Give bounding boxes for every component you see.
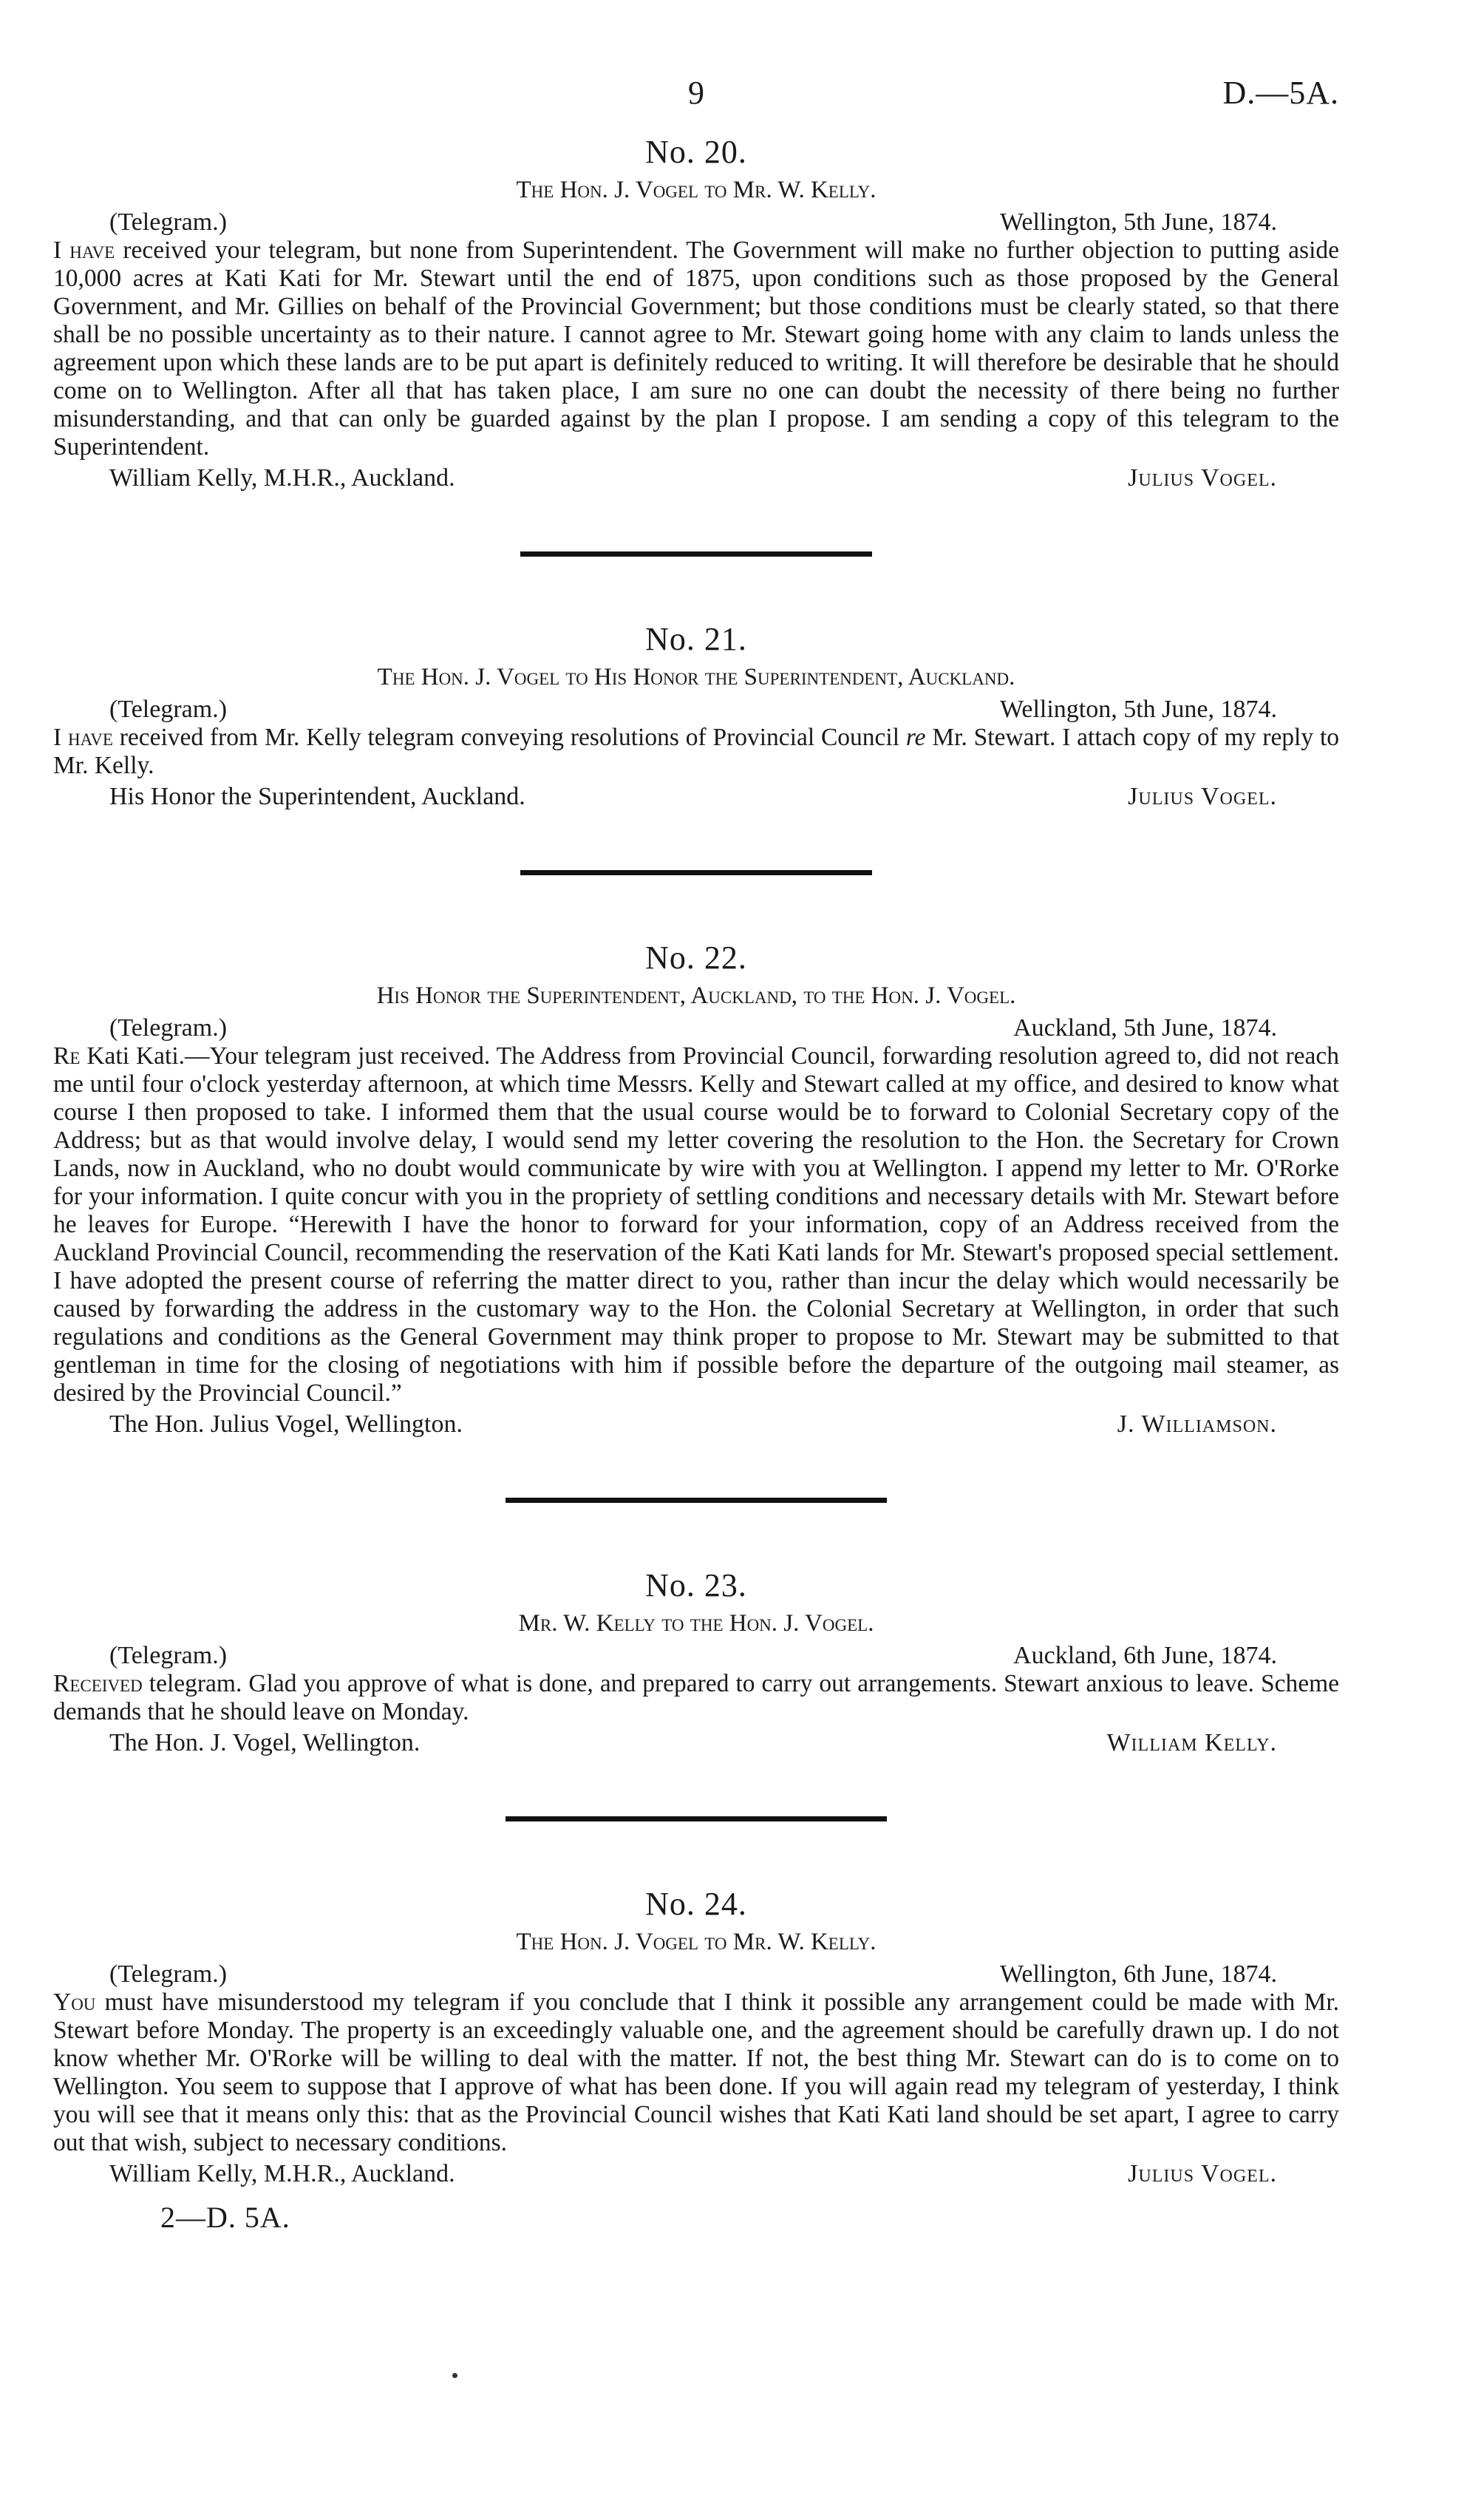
entry-number: No. 20. — [645, 134, 747, 170]
dateline: Wellington, 5th June, 1874. — [999, 208, 1277, 236]
dateline: Wellington, 6th June, 1874. — [999, 1960, 1277, 1988]
telegram-entry-20 — [53, 133, 1339, 495]
sign-line — [53, 464, 1339, 495]
entry-body — [53, 1042, 1339, 1407]
section-divider — [520, 870, 872, 875]
document-page — [53, 59, 1339, 2235]
entry-meta — [53, 208, 1339, 237]
entry-number: No. 24. — [645, 1886, 747, 1922]
sign-line — [53, 783, 1339, 814]
entry-heading: Mr. W. Kelly to the Hon. J. Vogel. — [518, 1610, 874, 1637]
page-number: 9 — [688, 75, 704, 111]
lead-word: You — [53, 1989, 96, 2016]
body-text: must have misunderstood my telegram if you conclude that I think it possible any arrangement could be made with Mr. Stewart before Monday. The property is an exceedingly valuable one, and the agreement should be carefully drawn up. I do not know whether Mr. O'Rorke will be willing to deal with the matter. If not, the best thing Mr. Stewart can do is to come on to Wellington. You seem to suppose that I approve of what has been done. If you will again read my telegram of yesterday, I think you will see that it means only this: that as the Provincial Council wishes that Kati Kati land should be set apart, I agree to carry out that wish, subject to necessary conditions. — [53, 1989, 1339, 2156]
signature: William Kelly. — [1106, 1729, 1277, 1756]
entry-number: No. 23. — [645, 1567, 747, 1603]
signature: Julius Vogel. — [1128, 464, 1277, 492]
sign-line — [53, 1729, 1339, 1760]
document-reference: D.—5A. — [1222, 75, 1339, 111]
dateline: Auckland, 5th June, 1874. — [1013, 1014, 1277, 1042]
addressee: William Kelly, M.H.R., Auckland. — [109, 2160, 455, 2187]
entry-heading: The Hon. J. Vogel to Mr. W. Kelly. — [516, 177, 877, 203]
body-text: telegram. Glad you approve of what is done, and prepared to carry out arrangements. Stewart anxious to leave. Scheme demands that he should leave on Monday. — [53, 1670, 1339, 1725]
printer-dot-mark — [452, 2373, 457, 2378]
telegram-entry-21 — [53, 620, 1339, 814]
telegram-label: (Telegram.) — [109, 1014, 228, 1042]
section-divider — [506, 1816, 887, 1821]
dateline: Wellington, 5th June, 1874. — [999, 696, 1277, 723]
telegram-label: (Telegram.) — [109, 1642, 228, 1669]
lead-word: Received — [53, 1670, 143, 1697]
telegram-label: (Telegram.) — [109, 1960, 228, 1988]
entry-body — [53, 237, 1339, 461]
body-text-italic: re — [905, 724, 926, 751]
body-text-part-b: Mr. Stewart. I attach copy of my reply to Mr. Kelly. — [53, 724, 1339, 779]
sheet-signature-mark: 2—D. 5A. — [160, 2201, 290, 2234]
dateline: Auckland, 6th June, 1874. — [1013, 1642, 1277, 1669]
section-divider — [520, 551, 872, 557]
entry-body — [53, 1670, 1339, 1726]
addressee: His Honor the Superintendent, Auckland. — [109, 783, 525, 810]
entry-meta — [53, 1014, 1339, 1042]
entry-meta — [53, 1642, 1339, 1670]
signature: J. Williamson. — [1117, 1410, 1277, 1438]
entry-body — [53, 1989, 1339, 2157]
lead-word: I have — [53, 237, 115, 264]
entry-number: No. 21. — [645, 621, 747, 657]
entry-number: No. 22. — [645, 940, 747, 976]
sign-line — [53, 1410, 1339, 1442]
body-text: Kati Kati.—Your telegram just received. The Address from Provincial Council, forwarding resolution agreed to, did not reach me until four o'clock yesterday afternoon, at which time Messrs. Kelly and Stewart called at my office, and desired to know what course I then proposed to take. I informed them that the usual course would be to forward to Colonial Secretary copy of the Address; but as that would involve delay, I would send my letter covering the resolution to the Hon. the Secretary for Crown Lands, now in Auckland, who no doubt would communicate by wire with you at Wellington. I append my letter to Mr. O'Rorke for your information. I quite concur with you in the propriety of settling conditions and necessary details with Mr. Stewart before he leaves for Europe. “Herewith I have the honor to forward for your information, copy of an Address received from the Auckland Provincial Council, recommending the reservation of the Kati Kati lands for Mr. Stewart's proposed special settlement. I have adopted the present course of referring the matter direct to you, rather than incur the delay which would necessarily be caused by forwarding the address in the customary way to the Hon. the Colonial Secretary at Wellington, in order that such regulations and conditions as the General Government may think proper to propose to Mr. Stewart may be submitted to that gentleman in time for the closing of negotiations with him if possible before the departure of the outgoing mail steamer, as desired by the Provincial Council.” — [53, 1042, 1339, 1407]
telegram-entry-23 — [53, 1566, 1339, 1760]
entry-heading: His Honor the Superintendent, Auckland, to the Hon. J. Vogel. — [376, 982, 1016, 1009]
body-text-part-a: received from Mr. Kelly telegram conveying resolutions of Provincial Council — [112, 724, 906, 751]
entry-heading: The Hon. J. Vogel to Mr. W. Kelly. — [516, 1929, 877, 1955]
entry-body — [53, 724, 1339, 780]
addressee: The Hon. Julius Vogel, Wellington. — [109, 1410, 463, 1438]
running-head — [53, 59, 1339, 118]
telegram-label: (Telegram.) — [109, 208, 228, 236]
telegram-entry-24 — [53, 1885, 1339, 2191]
lead-word: Re — [53, 1042, 81, 1070]
body-text: received your telegram, but none from Superintendent. The Government will make no further objection to putting aside 10,000 acres at Kati Kati for Mr. Stewart until the end of 1875, upon conditions such as those proposed by the General Government, and Mr. Gillies on behalf of the Provincial Government; but those conditions must be clearly stated, so that there shall be no possible uncertainty as to their nature. I cannot agree to Mr. Stewart going home with any claim to lands unless the agreement upon which these lands are to be put apart is definitely reduced to writing. It will therefore be desirable that he should come on to Wellington. After all that has taken place, I am sure no one can doubt the necessity of there being no further misunderstanding, and that can only be guarded against by the plan I propose. I am sending a copy of this telegram to the Superintendent. — [53, 237, 1339, 461]
addressee: William Kelly, M.H.R., Auckland. — [109, 464, 455, 492]
telegram-entry-22 — [53, 939, 1339, 1442]
section-divider — [506, 1498, 887, 1503]
entry-meta — [53, 1960, 1339, 1989]
signature: Julius Vogel. — [1128, 2160, 1277, 2187]
addressee: The Hon. J. Vogel, Wellington. — [109, 1729, 421, 1756]
lead-word: I have — [53, 724, 113, 751]
entry-heading: The Hon. J. Vogel to His Honor the Superintendent, Auckland. — [377, 664, 1015, 690]
entry-meta — [53, 696, 1339, 724]
telegram-label: (Telegram.) — [109, 696, 228, 723]
sign-line — [53, 2160, 1339, 2191]
signature: Julius Vogel. — [1128, 783, 1277, 810]
